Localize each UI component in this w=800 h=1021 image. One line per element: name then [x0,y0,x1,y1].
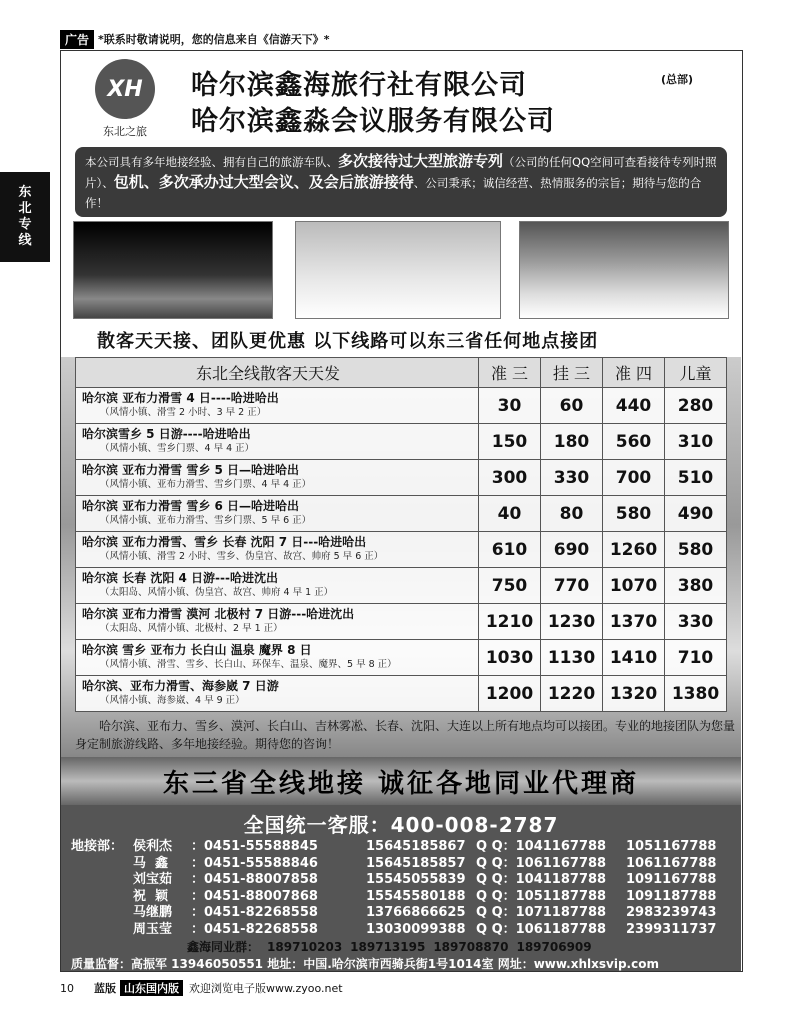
table-row [76,460,727,496]
edition-color: 蓝版 [94,982,116,995]
intro-highlight: 包机、多次承办过大型会议、及会后旅游接待 [113,173,414,191]
contact-tel: ：0451-55588846 [191,855,318,871]
price-cell: 280 [665,388,727,424]
route-cell [76,676,479,712]
table-row [76,604,727,640]
route-detail: （风情小镇、亚布力滑雪、雪乡门票、4 早 4 正） [100,479,312,490]
contact-qq-alt: 1091167788 [626,872,717,887]
intro-highlight: 多次接待过大型旅游专列 [338,152,504,170]
group-number: 189708870 [433,940,509,954]
ice-castle-photo [73,221,273,319]
company-name-1: 哈尔滨鑫海旅行社有限公司 [191,70,527,101]
route-cell [76,496,479,532]
company-header [61,51,741,143]
price-cell: 610 [479,532,541,568]
contact-row [71,922,716,939]
contact-qq-alt: 2399311737 [626,921,717,937]
header-route: 东北全线散客天天发 [76,358,479,388]
contact-block [61,805,741,971]
price-cell: 1220 [541,676,603,712]
contact-name: 周玉莹 [133,921,173,937]
table-row [76,496,727,532]
company-logo [86,59,164,139]
route-detail: （风情小镇、滑雪 2 小时、雪乡、伪皇宫、故宫、帅府 5 早 6 正） [100,551,384,562]
route-cell [76,460,479,496]
contact-name: 祝 颖 [133,888,169,904]
route-title: 哈尔滨 亚布力滑雪、雪乡 长春 沈阳 7 日---哈进哈出 [82,535,367,549]
route-detail: （风情小镇、海参崴、4 早 9 正） [100,695,245,706]
route-detail: （风情小镇、亚布力滑雪、雪乡门票、5 早 6 正） [100,515,312,526]
contact-qq-alt: 1061167788 [626,855,717,871]
table-row [76,424,727,460]
header-price: 准 四 [603,358,665,388]
price-cell: 60 [541,388,603,424]
contact-list [71,839,716,938]
website-note: 欢迎浏览电子版www.zyoo.net [189,982,343,995]
contact-qq-alt: 2983239743 [626,905,717,920]
group-number: 189706909 [516,940,592,954]
contact-qq-alt: 1051167788 [626,839,717,854]
contact-row [71,856,716,873]
ad-tag: 广告 [60,30,94,49]
contact-mobile: 15645185857 [366,855,466,871]
price-cell: 580 [665,532,727,568]
hotline: 全国统一客服：400-008-2787 [243,813,559,837]
price-cell: 510 [665,460,727,496]
contact-row [71,905,716,922]
table-row [76,640,727,676]
route-cell [76,388,479,424]
hq-label: (总部) [661,73,694,86]
advertisement-frame [60,50,743,972]
route-detail: （风情小镇、雪乡门票、4 早 4 正） [100,443,255,454]
coverage-note: 哈尔滨、亚布力、雪乡、漠河、长白山、吉林雾凇、长春、沈阳、大连以上所有地点均可以接团。专业的地接团队为您量身定制旅游线路、多年地接经验。期待您的咨询！ [75,719,736,751]
contact-name: 马 鑫 [133,855,169,871]
price-cell: 1130 [541,640,603,676]
price-cell: 330 [665,604,727,640]
route-title: 哈尔滨 亚布力滑雪 雪乡 5 日—哈进哈出 [82,463,300,477]
contact-qq: Q Q：1061167788 [476,855,607,871]
logo-caption: 东北之旅 [103,125,147,138]
header-price: 儿童 [665,358,727,388]
route-title: 哈尔滨 雪乡 亚布力 长白山 温泉 魔界 8 日 [82,643,312,657]
price-cell: 700 [603,460,665,496]
price-cell: 80 [541,496,603,532]
ad-notice-bar [60,30,330,48]
price-cell: 380 [665,568,727,604]
route-cell [76,604,479,640]
contact-name: 刘宝茹 [133,872,173,887]
route-title: 哈尔滨 亚布力滑雪 雪乡 6 日—哈进哈出 [82,499,300,513]
dept-label: 地接部： [71,839,124,854]
table-header-row [76,358,727,388]
price-cell: 310 [665,424,727,460]
edition-name: 山东国内版 [120,980,183,996]
contact-qq: Q Q：1071187788 [476,905,607,920]
group-number: 189710203 [267,940,343,954]
price-cell: 690 [541,532,603,568]
company-intro [75,147,727,217]
contact-tel: ：0451-88007858 [191,872,318,887]
price-cell: 1200 [479,676,541,712]
price-cell: 1260 [603,532,665,568]
contact-tel: ：0451-82268558 [191,905,318,920]
agency-banner: 东三省全线地接 诚征各地同业代理商 [61,757,741,805]
route-detail: （太阳岛、风情小镇、北极村、2 早 1 正） [100,623,283,634]
contact-mobile: 13030099388 [366,921,466,937]
contact-qq: Q Q：1051187788 [476,888,607,904]
route-detail: （太阳岛、风情小镇、伪皇宫、故宫、帅府 4 早 1 正） [100,587,334,598]
contact-tel: ：0451-55588845 [191,839,318,854]
price-cell: 30 [479,388,541,424]
price-cell: 1410 [603,640,665,676]
intro-text: 本公司具有多年地接经验、拥有自己的旅游车队、 [85,155,338,169]
contact-row [71,889,716,906]
intro-text: 、公司秉承；诚信经营、热情服务的宗旨；期待与您的合作！ [85,176,702,210]
quality-supervision: 质量监督：高振军 13946050551 地址：中国.哈尔滨市西骑兵街1号1014室 网址：www.xhlxsvip.com [71,957,659,971]
side-char: 线 [18,233,32,248]
contact-qq: Q Q：1041187788 [476,872,607,887]
route-detail: （风情小镇、滑雪、雪乡、长白山、环保车、温泉、魔界、5 早 8 正） [100,659,397,670]
price-cell: 330 [541,460,603,496]
group-number: 189713195 [350,940,426,954]
side-char: 东 [18,185,32,200]
price-cell: 150 [479,424,541,460]
ad-note: *联系时敬请说明，您的信息来自《信游天下》* [98,33,330,46]
price-table [75,357,727,712]
price-cell: 1030 [479,640,541,676]
price-cell: 770 [541,568,603,604]
table-row [76,676,727,712]
price-cell: 750 [479,568,541,604]
price-cell: 490 [665,496,727,532]
side-char: 北 [18,201,32,216]
table-row [76,532,727,568]
price-cell: 560 [603,424,665,460]
page-footer [60,980,343,996]
route-cell [76,640,479,676]
tour-slogan: 散客天天接、团队更优惠 以下线路可以东三省任何地点接团 [97,331,599,352]
contact-tel: ：0451-88007868 [191,888,318,904]
contact-qq: Q Q：1061187788 [476,921,607,937]
logo-mark: XH [95,59,155,119]
header-price: 挂 三 [541,358,603,388]
price-cell: 40 [479,496,541,532]
contact-mobile: 15545580188 [366,888,466,904]
price-cell: 300 [479,460,541,496]
price-cell: 1380 [665,676,727,712]
header-price: 准 三 [479,358,541,388]
price-cell: 580 [603,496,665,532]
route-cell [76,568,479,604]
price-cell: 440 [603,388,665,424]
route-title: 哈尔滨雪乡 5 日游----哈进哈出 [82,427,251,441]
price-cell: 1210 [479,604,541,640]
contact-qq: Q Q：1041167788 [476,839,607,854]
contact-mobile: 13766866625 [366,905,466,920]
intro-text: （公司的任何QQ空间可查看接待专列时照片）、 [85,155,717,190]
page-number: 10 [60,981,74,995]
route-detail: （风情小镇、滑雪 2 小时、3 早 2 正） [100,407,267,418]
price-cell: 1320 [603,676,665,712]
side-section-tab [0,172,50,262]
price-cell: 1370 [603,604,665,640]
price-cell: 180 [541,424,603,460]
route-title: 哈尔滨、亚布力滑雪、海参崴 7 日游 [82,679,279,693]
contact-tel: ：0451-82268558 [191,921,318,937]
photo-strip [73,221,729,319]
contact-mobile: 15645185867 [366,839,466,854]
contact-row [71,872,716,889]
side-char: 专 [18,217,32,232]
price-cell: 1070 [603,568,665,604]
contact-name: 马继鹏 [133,905,173,920]
price-cell: 1230 [541,604,603,640]
route-title: 哈尔滨 长春 沈阳 4 日游---哈进沈出 [82,571,279,585]
route-title: 哈尔滨 亚布力滑雪 4 日----哈进哈出 [82,391,279,405]
contact-mobile: 15545055839 [366,872,466,887]
route-cell [76,424,479,460]
contact-row [71,839,716,856]
company-name-2: 哈尔滨鑫淼会议服务有限公司 [191,106,555,137]
table-row [76,568,727,604]
snow-trees-photo [295,221,501,319]
route-cell [76,532,479,568]
contact-qq-alt: 1091187788 [626,888,717,904]
peer-groups [187,938,592,955]
group-label: 鑫海同业群： [187,940,260,954]
snow-village-photo [519,221,729,319]
contact-name: 侯利杰 [133,839,173,854]
table-row [76,388,727,424]
price-cell: 710 [665,640,727,676]
route-title: 哈尔滨 亚布力滑雪 漠河 北极村 7 日游---哈进沈出 [82,607,355,621]
